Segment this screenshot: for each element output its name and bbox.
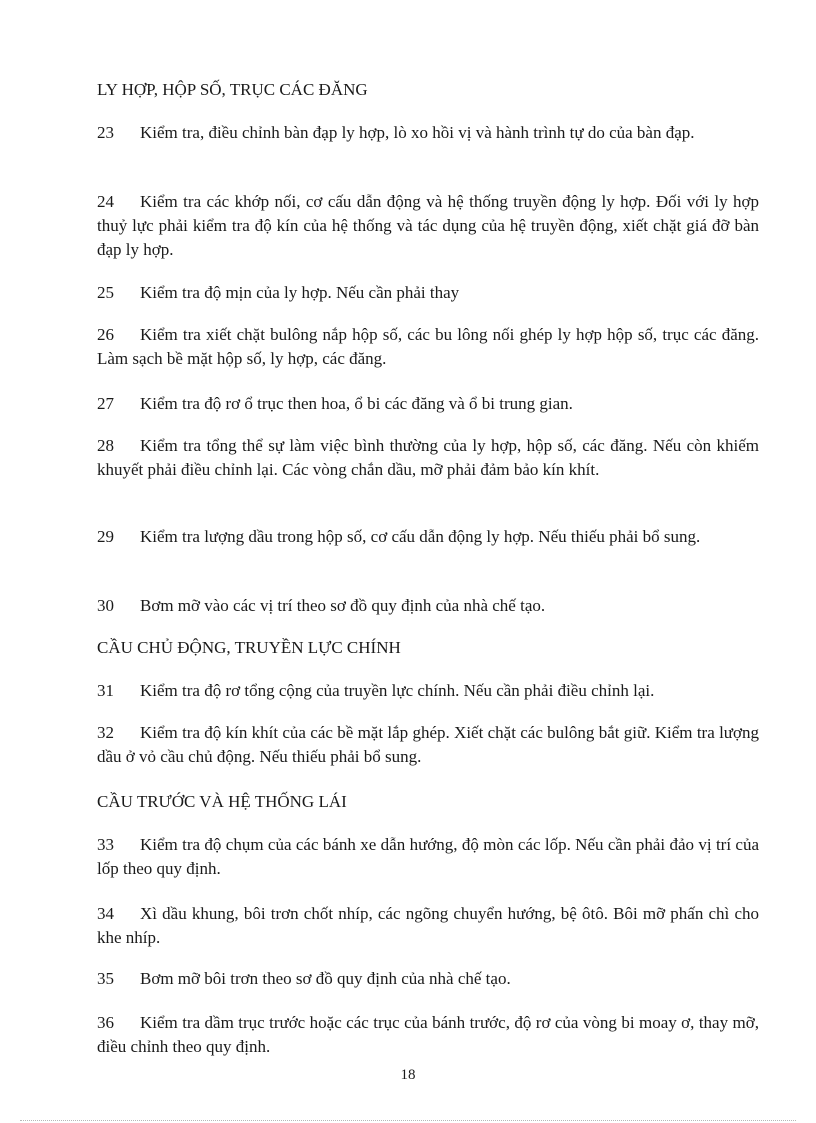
item-text: Xì dầu khung, bôi trơn chốt nhíp, các ngõng chuyển hướng, bệ ôtô. Bôi mỡ phấn chì cho khe nhíp. (97, 904, 759, 947)
item-number: 24 (97, 192, 114, 211)
list-item (97, 679, 759, 703)
section-heading-drive-axle: CẦU CHỦ ĐỘNG, TRUYỀN LỰC CHÍNH (97, 638, 401, 657)
list-item (97, 902, 759, 950)
list-item (97, 190, 759, 262)
list-item (97, 392, 759, 416)
item-text: Kiểm tra lượng dầu trong hộp số, cơ cấu dẫn động ly hợp. Nếu thiếu phải bổ sung. (140, 527, 701, 546)
item-text: Bơm mỡ bôi trơn theo sơ đồ quy định của nhà chế tạo. (140, 969, 511, 988)
item-number: 34 (97, 904, 114, 923)
item-number: 31 (97, 681, 114, 700)
item-text: Kiểm tra dầm trục trước hoặc các trục của bánh trước, độ rơ của vòng bi moay ơ, thay mỡ, điều chỉnh theo quy định. (97, 1013, 759, 1056)
section-heading-clutch-gearbox: LY HỢP, HỘP SỐ, TRỤC CÁC ĐĂNG (97, 80, 368, 99)
item-number: 30 (97, 596, 114, 615)
list-item (97, 1011, 759, 1059)
item-text: Kiểm tra độ kín khít của các bề mặt lắp ghép. Xiết chặt các bulông bắt giữ. Kiểm tra lượng dầu ở vỏ cầu chủ động. Nếu thiếu phải bổ sung. (97, 723, 759, 766)
list-item (97, 121, 759, 145)
item-text: Kiểm tra độ rơ tổng cộng của truyền lực chính. Nếu cần phải điều chỉnh lại. (140, 681, 655, 700)
item-number: 29 (97, 527, 114, 546)
item-number: 36 (97, 1013, 114, 1032)
item-number: 27 (97, 394, 114, 413)
item-text: Kiểm tra, điều chỉnh bàn đạp ly hợp, lò xo hồi vị và hành trình tự do của bàn đạp. (140, 123, 695, 142)
item-text: Kiểm tra độ rơ ổ trục then hoa, ổ bi các đăng và ổ bi trung gian. (140, 394, 573, 413)
list-item (97, 525, 759, 549)
list-item (97, 323, 759, 371)
list-item (97, 721, 759, 769)
item-text: Kiểm tra xiết chặt bulông nắp hộp số, các bu lông nối ghép ly hợp hộp số, trục các đăng. Làm sạch bề mặt hộp số, ly hợp, các đăng. (97, 325, 759, 368)
item-text: Kiểm tra độ mịn của ly hợp. Nếu cần phải thay (140, 283, 460, 302)
item-number: 32 (97, 723, 114, 742)
item-text: Kiểm tra độ chụm của các bánh xe dẫn hướng, độ mòn các lốp. Nếu cần phải đảo vị trí của lốp theo quy định. (97, 835, 759, 878)
list-item (97, 434, 759, 482)
list-item (97, 281, 759, 305)
item-number: 26 (97, 325, 114, 344)
item-number: 25 (97, 283, 114, 302)
item-number: 28 (97, 436, 114, 455)
section-heading-front-axle-steering: CẦU TRƯỚC VÀ HỆ THỐNG LÁI (97, 792, 347, 811)
item-number: 35 (97, 969, 114, 988)
item-text: Kiểm tra tổng thể sự làm việc bình thường của ly hợp, hộp số, các đăng. Nếu còn khiếm khuyết phải điều chỉnh lại. Các vòng chắn dầu, mỡ phải đảm bảo kín khít. (97, 436, 759, 479)
item-text: Bơm mỡ vào các vị trí theo sơ đồ quy định của nhà chế tạo. (140, 596, 546, 615)
page-bottom-divider (20, 1120, 796, 1121)
list-item (97, 594, 759, 618)
list-item (97, 833, 759, 881)
item-text: Kiểm tra các khớp nối, cơ cấu dẫn động và hệ thống truyền động ly hợp. Đối với ly hợp thuỷ lực phải kiểm tra độ kín của hệ thống và tác dụng của hệ truyền động, xiết chặt giá đỡ bàn đạp ly hợp. (97, 192, 759, 259)
item-number: 23 (97, 123, 114, 142)
page-number: 18 (400, 1067, 416, 1083)
list-item (97, 967, 759, 991)
item-number: 33 (97, 835, 114, 854)
